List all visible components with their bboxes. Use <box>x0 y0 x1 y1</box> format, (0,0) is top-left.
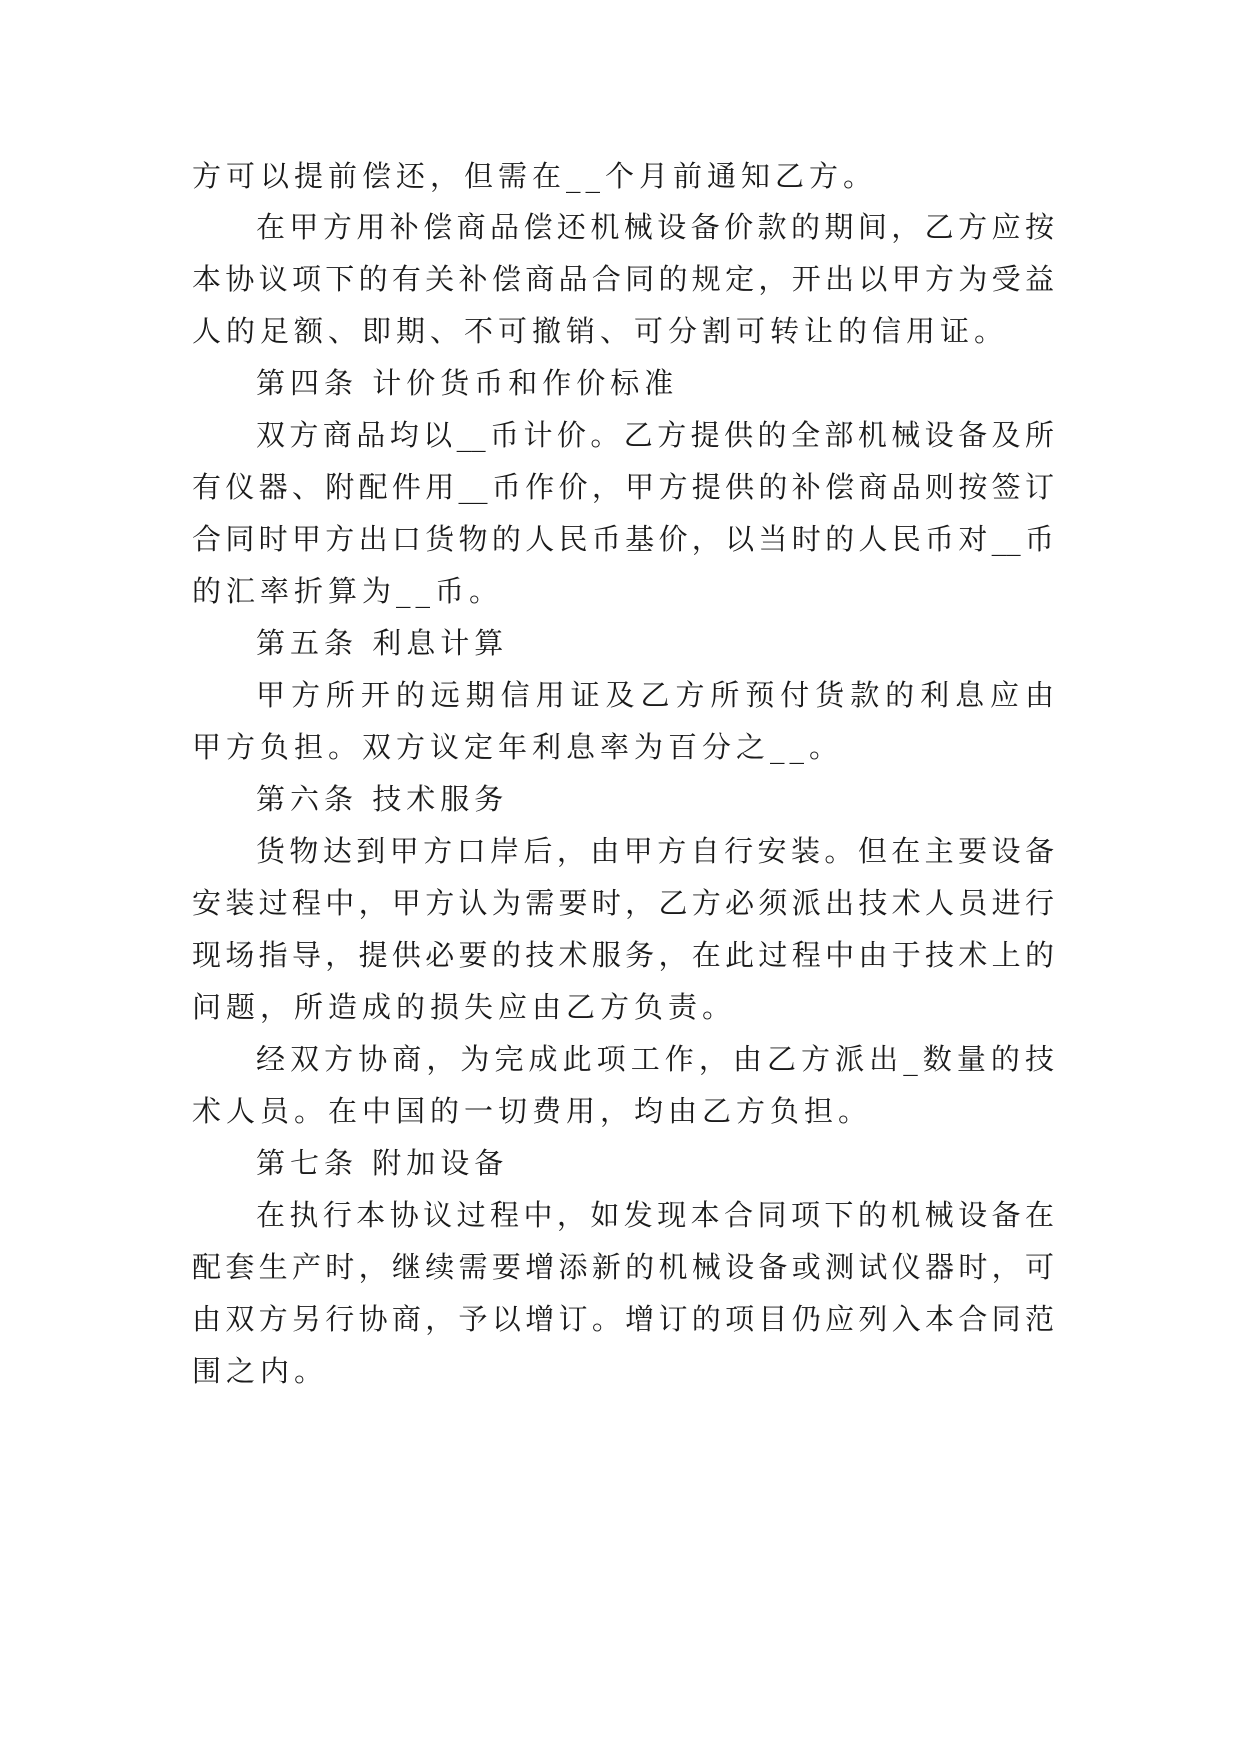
text-line: 围之内。 <box>192 1354 329 1388</box>
text-line: 本协议项下的有关补偿商品合同的规定，开出以甲方为受益 <box>192 262 1054 296</box>
text-line: 人的足额、即期、不可撤销、可分割可转让的信用证。 <box>192 314 1009 348</box>
text-line: 有仪器、附配件用__币作价，甲方提供的补偿商品则按签订 <box>192 470 1054 504</box>
text-line: 安装过程中，甲方认为需要时，乙方必须派出技术人员进行 <box>192 886 1054 920</box>
text-line: 经双方协商，为完成此项工作，由乙方派出_数量的技 <box>256 1042 1054 1076</box>
text-line: 由双方另行协商，予以增订。增订的项目仍应列入本合同范 <box>192 1302 1054 1336</box>
text-line: 甲方所开的远期信用证及乙方所预付货款的利息应由 <box>256 678 1054 712</box>
article-heading: 第五条 利息计算 <box>256 626 509 660</box>
text-line: 问题，所造成的损失应由乙方负责。 <box>192 990 737 1024</box>
text-line: 双方商品均以__币计价。乙方提供的全部机械设备及所 <box>256 418 1054 452</box>
text-line: 现场指导，提供必要的技术服务，在此过程中由于技术上的 <box>192 938 1054 972</box>
article-heading: 第七条 附加设备 <box>256 1146 509 1180</box>
article-heading: 第六条 技术服务 <box>256 782 509 816</box>
text-line: 在执行本协议过程中，如发现本合同项下的机械设备在 <box>256 1198 1054 1232</box>
text-line: 术人员。在中国的一切费用，均由乙方负担。 <box>192 1094 873 1128</box>
text-line: 货物达到甲方口岸后，由甲方自行安装。但在主要设备 <box>256 834 1054 868</box>
text-line: 甲方负担。双方议定年利息率为百分之__。 <box>192 730 844 764</box>
text-line: 配套生产时，继续需要增添新的机械设备或测试仪器时，可 <box>192 1250 1054 1284</box>
text-line: 的汇率折算为__币。 <box>192 574 504 608</box>
text-line: 方可以提前偿还，但需在__个月前通知乙方。 <box>192 159 878 193</box>
text-line: 合同时甲方出口货物的人民币基价，以当时的人民币对__币 <box>192 522 1054 556</box>
article-heading: 第四条 计价货币和作价标准 <box>256 366 679 400</box>
text-line: 在甲方用补偿商品偿还机械设备价款的期间，乙方应按 <box>256 210 1054 244</box>
